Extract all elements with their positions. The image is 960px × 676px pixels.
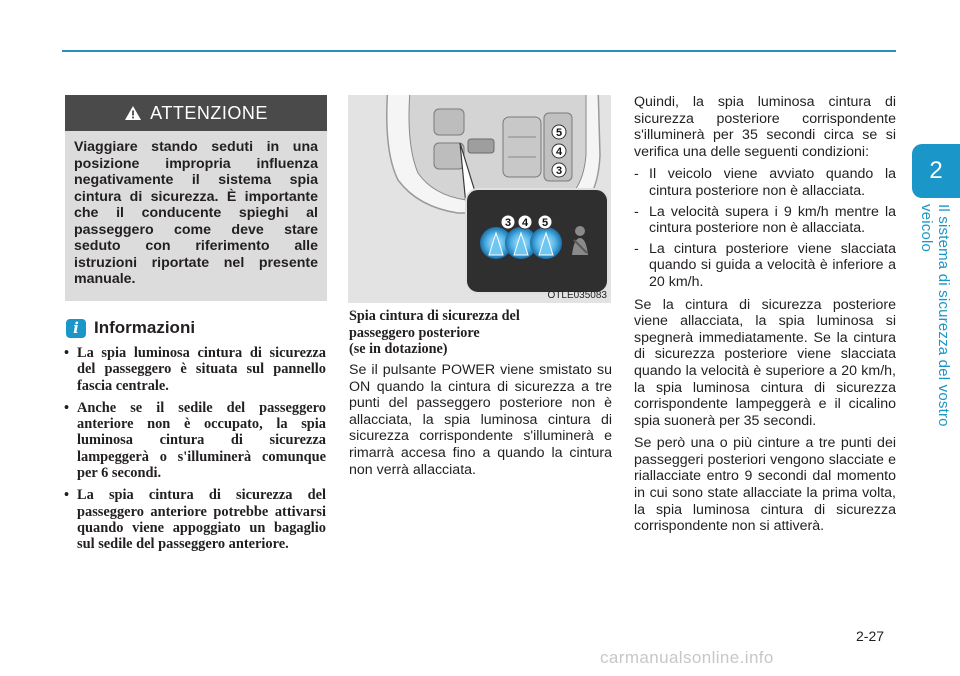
watermark: carmanualsonline.info <box>600 648 774 667</box>
right-column <box>634 94 896 541</box>
indicator-panel <box>466 189 608 293</box>
condition-item: - Il veicolo viene avviato quando la cintura posteriore non è allacciata. <box>634 166 896 199</box>
seat-label-3: 3 <box>555 165 563 177</box>
info-item: • La spia luminosa cintura di sicurezza del passeggero è situata sul pannello fascia centrale. <box>64 345 326 394</box>
warning-header <box>65 95 327 131</box>
seat-label-4: 4 <box>555 146 563 158</box>
indicator-label-3: 3 <box>504 217 512 229</box>
warning-title: ATTENZIONE <box>150 102 268 123</box>
section-text: Se il pulsante POWER viene smistato su ON quando la cintura di sicurezza a tre punti del passeggero posteriore non è allacciata, la spia luminosa cintura di sicurezza corrispondente s'illuminerà e rimarrà accesa fino a quando la cintura non verrà allacciata. <box>349 362 612 478</box>
right-paragraph-3: Se però una o più cinture a tre punti dei passeggeri posteriori vengono slacciate e riallacciate entro 9 secondi dal momento in cui sono state allacciate la prima volta, la spia luminosa cintura di sicurezza corrispondente non si attiverà. <box>634 435 896 535</box>
right-paragraph-2: Se la cintura di sicurezza posteriore viene allacciata, la spia luminosa si spegnerà immediatamente. Se la cintura di sicurezza posteriore viene slacciata quando la velocità è superiore a 20 km/h, la spia luminosa cintura di sicurezza corrispondente lampeggerà e il cicalino spia suonerà per 35 secondi. <box>634 296 896 429</box>
car-top-view-drawing <box>348 95 611 303</box>
warning-triangle-icon <box>124 105 142 121</box>
chapter-tab <box>912 144 960 198</box>
figure-code: OTLE035083 <box>547 290 607 301</box>
info-heading <box>66 318 195 338</box>
indicator-label-5: 5 <box>541 217 549 229</box>
section-heading-line: passeggero posteriore <box>349 324 480 341</box>
info-item: • Anche se il sedile del passeggero anteriore non è occupato, la spia luminosa cintura di sicurezza lampeggerà o s'illuminerà comunque per 6 secondi. <box>64 400 326 481</box>
condition-item: - La cintura posteriore viene slacciata quando si guida a velocità è inferiore a 20 km/h. <box>634 241 896 291</box>
top-rule <box>62 50 896 52</box>
indicator-label-4: 4 <box>521 217 529 229</box>
section-heading <box>349 308 611 358</box>
chapter-title: Il sistema di sicurezza del vostro veicolo <box>918 204 952 427</box>
info-item: • La spia cintura di sicurezza del passeggero anteriore potrebbe attivarsi quando viene appoggiato un bagaglio sul sedile del passeggero anteriore. <box>64 487 326 552</box>
warning-text: Viaggiare stando seduti in una posizione impropria influenza negativamente il sistema spia cintura di sicurezza. È importante che il conducente spieghi al passeggero come deve stare seduto con riferimento alle istruzioni riportate nel presente manuale. <box>74 139 318 287</box>
condition-item: - La velocità supera i 9 km/h mentre la cintura posteriore non è allacciata. <box>634 204 896 237</box>
section-heading-line: Spia cintura di sicurezza del <box>349 308 520 324</box>
right-intro: Quindi, la spia luminosa cintura di sicurezza posteriore corrispondente s'illuminerà per 35 secondi circa se si verifica una delle seguenti condizioni: <box>634 94 896 160</box>
chapter-number: 2 <box>929 157 943 184</box>
seat-numbers <box>552 125 566 177</box>
seat-label-5: 5 <box>555 127 563 139</box>
info-title: Informazioni <box>94 318 196 337</box>
info-icon: i <box>66 319 86 338</box>
section-heading-line: (se in dotazione) <box>349 341 448 358</box>
conditions-list <box>634 166 896 290</box>
page-number: 2-27 <box>856 628 885 644</box>
info-list <box>64 345 326 559</box>
warning-box <box>65 95 327 301</box>
seatbelt-illustration <box>348 95 611 303</box>
